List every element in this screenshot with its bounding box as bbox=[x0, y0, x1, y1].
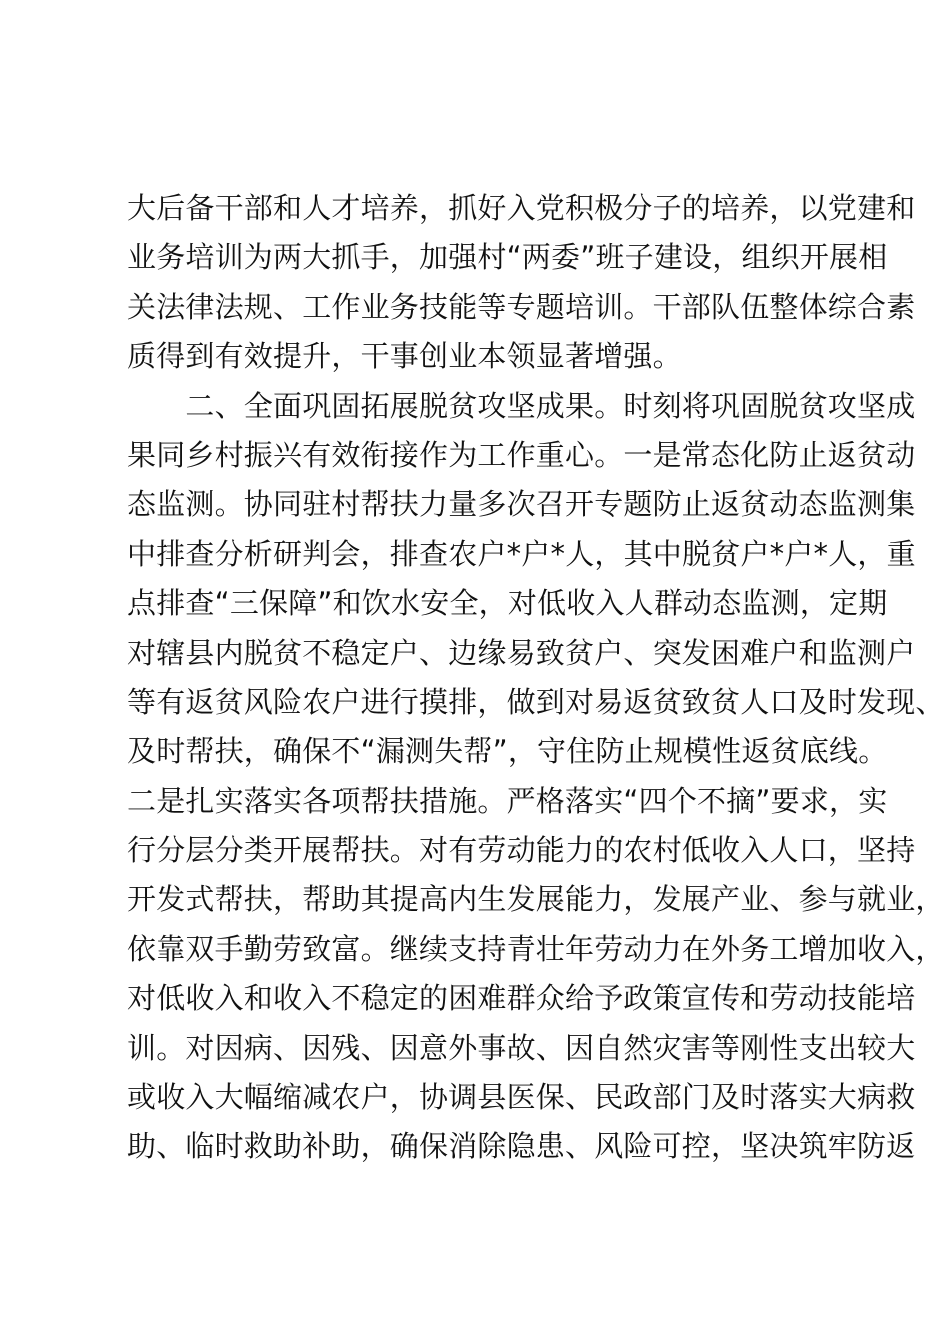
text-line: 对低收入和收入不稳定的困难群众给予政策宣传和劳动技能培 bbox=[127, 981, 916, 1016]
text-line: 行分层分类开展帮扶。对有劳动能力的农村低收入人口，坚持 bbox=[127, 833, 916, 868]
text-line: 大后备干部和人才培养，抓好入党积极分子的培养，以党建和 bbox=[127, 191, 916, 225]
text-line: 及时帮扶，确保不“漏测失帮”，守住防止规模性返贫底线。 bbox=[127, 734, 888, 769]
text-line: 开发式帮扶，帮助其提高内生发展能力，发展产业、参与就业， bbox=[127, 882, 945, 917]
text-line: 点排查“三保障”和饮水安全，对低收入人群动态监测，定期 bbox=[127, 586, 888, 621]
text-line: 二是扎实落实各项帮扶措施。严格落实“四个不摘”要求，实 bbox=[127, 783, 888, 818]
text-line: 质得到有效提升，干事创业本领显著增强。 bbox=[127, 339, 682, 374]
text-line: 中排查分析研判会，排查农户*户*人，其中脱贫户*户*人，重 bbox=[127, 536, 916, 571]
text-line: 依靠双手勤劳致富。继续支持青壮年劳动力在外务工增加收入， bbox=[127, 931, 945, 966]
text-line: 或收入大幅缩减农户，协调县医保、民政部门及时落实大病救 bbox=[127, 1080, 916, 1115]
document-body-text bbox=[127, 184, 945, 1172]
text-line: 业务培训为两大抓手，加强村“两委”班子建设，组织开展相 bbox=[127, 240, 888, 275]
text-line: 二、全面巩固拓展脱贫攻坚成果。时刻将巩固脱贫攻坚成 bbox=[127, 388, 916, 423]
text-line: 训。对因病、因残、因意外事故、因自然灾害等刚性支出较大 bbox=[127, 1030, 916, 1065]
text-line: 态监测。协同驻村帮扶力量多次召开专题防止返贫动态监测集 bbox=[127, 487, 916, 522]
text-line: 对辖县内脱贫不稳定户、边缘易致贫户、突发困难户和监测户 bbox=[127, 635, 916, 670]
text-line: 关法律法规、工作业务技能等专题培训。干部队伍整体综合素 bbox=[127, 289, 916, 324]
text-line: 等有返贫风险农户进行摸排，做到对易返贫致贫人口及时发现、 bbox=[127, 684, 945, 719]
text-line: 助、临时救助补助，确保消除隐患、风险可控，坚决筑牢防返 bbox=[127, 1129, 916, 1164]
text-line: 果同乡村振兴有效衔接作为工作重心。一是常态化防止返贫动 bbox=[127, 437, 916, 472]
